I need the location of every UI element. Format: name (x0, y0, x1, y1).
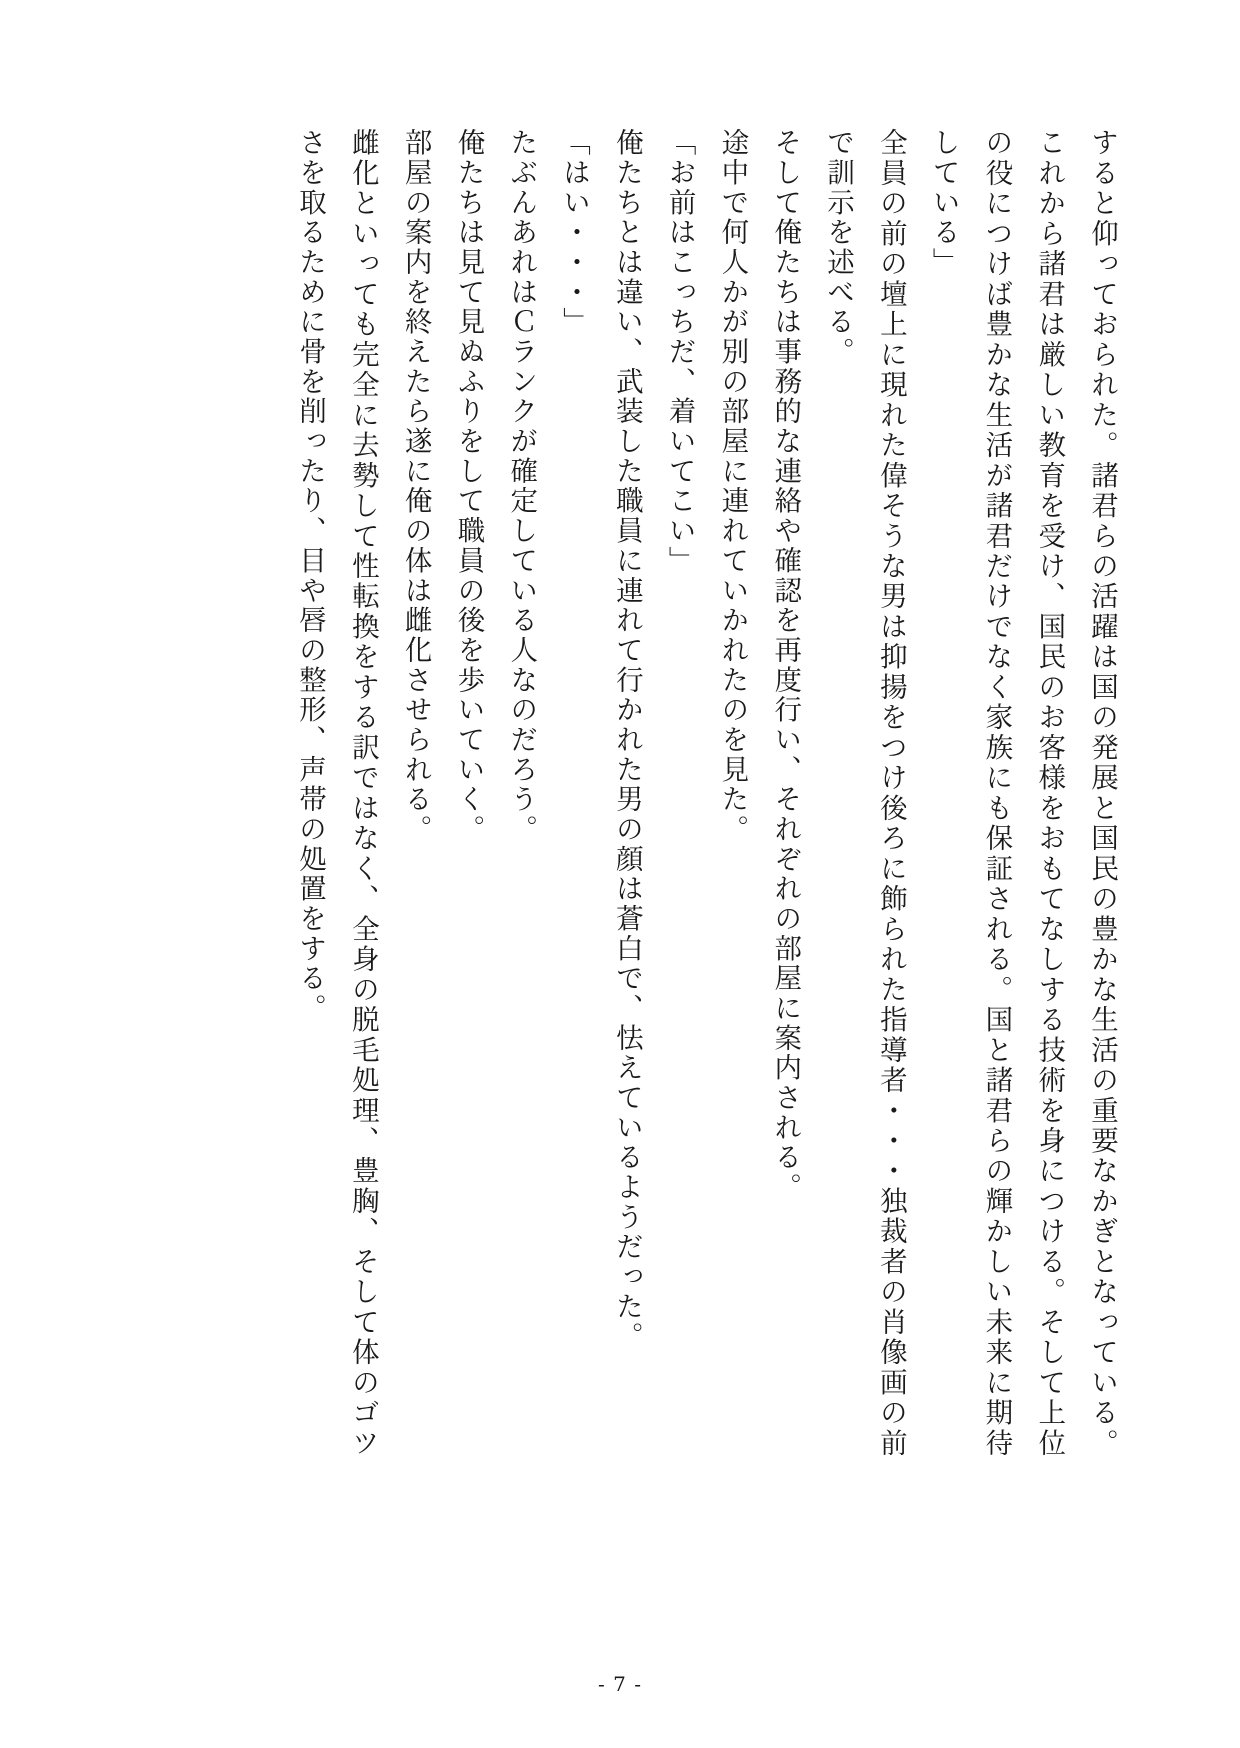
paragraph: 全員の前の壇上に現れた偉そうな男は抑揚をつけ後ろに飾られた指導者・・・独裁者の肖像画の前で訓示を述べる。 (822, 128, 907, 1458)
paragraph: 「お前はこっちだ、着いてこい」 (663, 128, 696, 576)
paragraph: たぶんあれはＣランクが確定している人なのだろう。 (505, 128, 538, 845)
paragraph: 雌化といっても完全に去勢して性転換をする訳ではなく、全身の脱毛処理、豊胸、そして体のゴツさを取るために骨を削ったり、目や唇の整形、声帯の処置をする。 (294, 128, 379, 1458)
paragraph: すると仰っておられた。諸君らの活躍は国の発展と国民の豊かな生活の重要なかぎとなっている。これから諸君は厳しい教育を受け、国民のお客様をおもてなしする技術を身につける。そして上位の役につけば豊かな生活が諸君だけでなく家族にも保証される。国と諸君らの輝かしい未来に期待している」 (927, 128, 1118, 1458)
paragraph: 「はい・・・」 (558, 128, 591, 337)
paragraph: 俺たちは見て見ぬふりをして職員の後を歩いていく。 (452, 128, 485, 845)
paragraph: 部屋の案内を終えたら遂に俺の体は雌化させられる。 (399, 128, 432, 845)
page-number: - 7 - (598, 1672, 642, 1696)
page-body-text (118, 128, 1128, 1458)
paragraph: 俺たちとは違い、武装した職員に連れて行かれた男の顔は蒼白で、怯えているようだった。 (610, 128, 643, 1352)
paragraph: 途中で何人かが別の部屋に連れていかれたのを見た。 (716, 128, 749, 845)
paragraph: そして俺たちは事務的な連絡や確認を再度行い、それぞれの部屋に案内される。 (769, 128, 802, 1203)
